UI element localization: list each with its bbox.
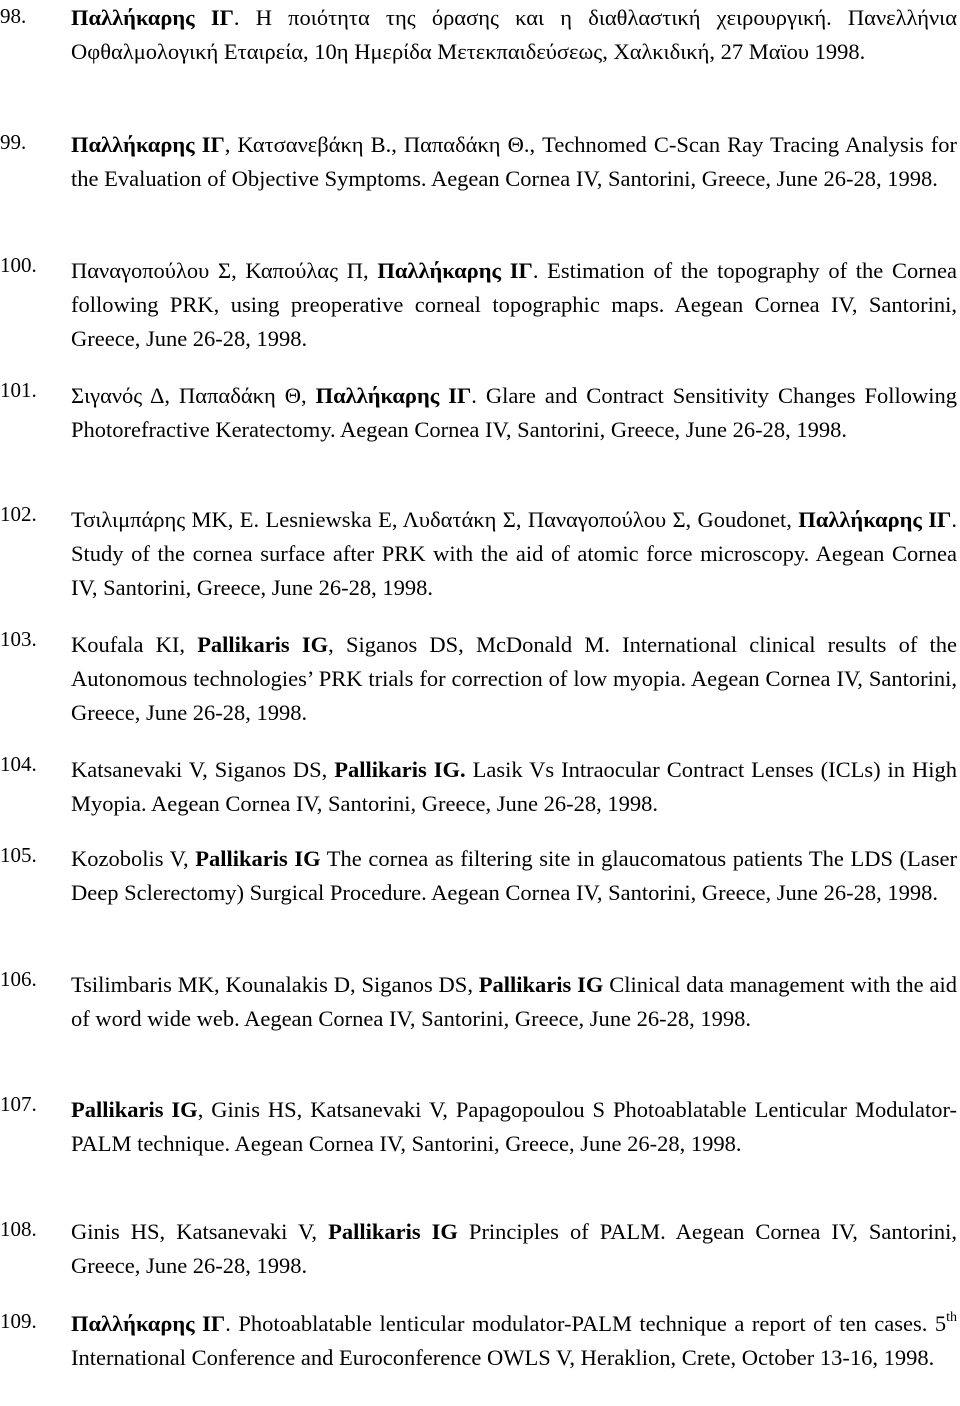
reference-text bbox=[71, 753, 957, 821]
reference-fragment: The cornea as filtering site in glaucomatous patients The LDS (Laser Deep Sclerectomy) Surgical Procedure. Aegean Cornea IV, Santorini, Greece, June 26-28, 1998. bbox=[71, 846, 958, 905]
reference-fragment: Clinical data management with the aid of word wide web. Aegean Cornea IV, Santorini, Greece, June 26-28, 1998. bbox=[71, 972, 957, 1031]
reference-fragment: Tsilimbaris MK, Kounalakis D, Siganos DS, bbox=[71, 972, 479, 997]
reference-number: 101. bbox=[0, 378, 37, 402]
reference-text bbox=[71, 1215, 957, 1283]
reference-fragment: . Η ποιότητα της όρασης και η διαθλαστική χειρουργική. Πανελλήνια Οφθαλμολογική Εταιρεία, 10η Ημερίδα Μετεκπαιδεύσεως, Χαλκιδική, 27 Μαϊου 1998. bbox=[71, 5, 957, 64]
author-highlight: Pallikaris IG bbox=[195, 846, 321, 871]
reference-fragment: Παναγοπούλου Σ, Καπούλας Π, bbox=[71, 258, 378, 283]
reference-number: 104. bbox=[0, 752, 37, 776]
reference-number: 109. bbox=[0, 1309, 37, 1333]
reference-text bbox=[71, 1307, 957, 1375]
reference-text bbox=[71, 379, 957, 447]
reference-fragment: Katsanevaki V, Siganos DS, bbox=[71, 757, 335, 782]
reference-text bbox=[71, 503, 957, 605]
author-highlight: Παλλήκαρης ΙΓ bbox=[71, 5, 234, 30]
reference-number: 106. bbox=[0, 967, 37, 991]
reference-fragment: . Estimation of the topography of the Cornea following PRK, using preoperative corneal topographic maps. Aegean Cornea IV, Santorini, Greece, June 26-28, 1998. bbox=[71, 258, 957, 351]
reference-fragment: . Glare and Contract Sensitivity Changes Following Photorefractive Keratectomy. Aegean Cornea IV, Santorini, Greece, June 26-28, 1998. bbox=[71, 383, 957, 442]
reference-fragment: International Conference and Euroconference OWLS V, Heraklion, Crete, October 13-16, 1998. bbox=[71, 1345, 935, 1370]
reference-number: 108. bbox=[0, 1217, 37, 1241]
reference-fragment: , Κατσανεβάκη Β., Παπαδάκη Θ., Technomed C-Scan Ray Tracing Analysis for the Evaluation of Objective Symptoms. Aegean Cornea IV, Santorini, Greece, June 26-28, 1998. bbox=[71, 132, 957, 191]
author-highlight: Παλλήκαρης ΙΓ bbox=[315, 383, 472, 408]
reference-fragment: Koufala KI, bbox=[71, 632, 198, 657]
reference-number: 105. bbox=[0, 843, 37, 867]
reference-text bbox=[71, 1093, 957, 1161]
reference-number: 99. bbox=[0, 130, 27, 154]
reference-number: 107. bbox=[0, 1092, 37, 1116]
reference-text bbox=[71, 128, 957, 196]
reference-fragment: Kozobolis V, bbox=[71, 846, 196, 871]
reference-fragment: , Siganos DS, McDonald M. International clinical results of the Autonomous technologies’ PRK trials for correction of low myopia. Aegean Cornea IV, Santorini, Greece, June 26-28, 1998. bbox=[71, 632, 957, 725]
reference-text bbox=[71, 1, 957, 69]
reference-text bbox=[71, 254, 957, 356]
author-highlight: Pallikaris IG bbox=[328, 1219, 458, 1244]
reference-fragment: , Ginis HS, Katsanevaki V, Papagopoulou S Photoablatable Lenticular Modulator-PALM technique. Aegean Cornea IV, Santorini, Greece, June 26-28, 1998. bbox=[71, 1097, 957, 1156]
reference-number: 103. bbox=[0, 627, 37, 651]
author-highlight: Παλλήκαρης ΙΓ bbox=[798, 507, 952, 532]
author-highlight: Pallikaris IG. bbox=[334, 757, 466, 782]
reference-fragment: . Study of the cornea surface after PRK with the aid of atomic force microscopy. Aegean Cornea IV, Santorini, Greece, June 26-28, 1998. bbox=[71, 507, 957, 600]
reference-text bbox=[71, 842, 957, 910]
reference-number: 100. bbox=[0, 253, 37, 277]
reference-text bbox=[71, 968, 957, 1036]
reference-fragment: Ginis HS, Katsanevaki V, bbox=[71, 1219, 329, 1244]
author-highlight: Παλλήκαρης ΙΓ bbox=[71, 132, 225, 157]
reference-fragment: Τσιλιμπάρης ΜΚ, Ε. Lesniewska Ε, Λυδατάκη Σ, Παναγοπούλου Σ, Goudonet, bbox=[71, 507, 799, 532]
author-highlight: Pallikaris IG bbox=[71, 1097, 198, 1122]
author-highlight: Παλλήκαρης ΙΓ bbox=[71, 1311, 226, 1336]
author-highlight: Pallikaris IG bbox=[197, 632, 329, 657]
reference-fragment: Σιγανός Δ, Παπαδάκη Θ, bbox=[71, 383, 316, 408]
reference-fragment: . Photoablatable lenticular modulator-PALM technique a report of ten cases. 5 bbox=[225, 1311, 947, 1336]
author-highlight: Pallikaris IG bbox=[478, 972, 604, 997]
reference-text bbox=[71, 628, 957, 730]
superscript: th bbox=[946, 1310, 957, 1325]
reference-fragment: Lasik Vs Intraocular Contract Lenses (ICLs) in High Myopia. Aegean Cornea IV, Santorini, Greece, June 26-28, 1998. bbox=[71, 757, 958, 816]
reference-number: 102. bbox=[0, 502, 37, 526]
reference-fragment: Principles of PALM. Aegean Cornea IV, Santorini, Greece, June 26-28, 1998. bbox=[71, 1219, 957, 1278]
author-highlight: Παλλήκαρης ΙΓ bbox=[377, 258, 533, 283]
reference-number: 98. bbox=[0, 4, 27, 28]
